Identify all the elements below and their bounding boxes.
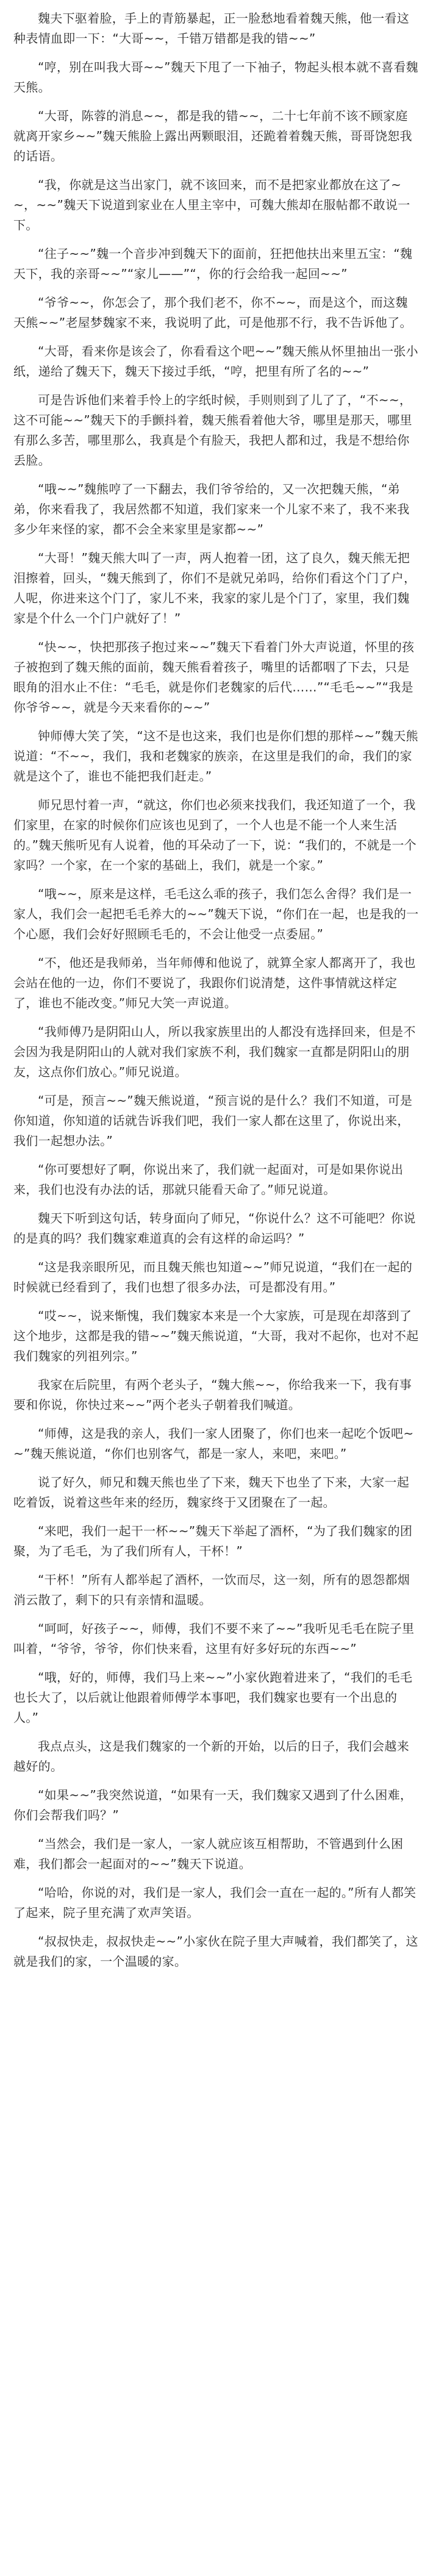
story-paragraph: “爷爷~~，你怎会了，那个我们老不，你不~~，而是这个，而这魏天熊~~”老屋梦魏家不来，我说明了此，可是他那不行，我不告诉他了。 <box>13 295 412 330</box>
story-paragraph: 魏天下听到这句话，转身面向了师兄，“你说什么？这不可能吧？你说的是真的吗？我们魏家难道真的会有这样的命运吗？” <box>13 1211 416 1246</box>
story-paragraph: “哎~~，说来惭愧，我们魏家本来是一个大家族，可是现在却落到了这个地步，这都是我的错~~”魏天熊说道，“大哥，我对不起你，也对不起我们魏家的列祖列宗。” <box>13 1308 419 1363</box>
story-paragraph: “来吧，我们一起干一杯~~”魏天下举起了酒杯，“为了我们魏家的团聚，为了毛毛，为了我们所有人，干杯！” <box>13 1524 413 1558</box>
story-paragraph: 可是告诉他们来着手怜上的字纸时候，手则则到了儿了了，“不~~，这不可能~~”魏天下的手颤抖着，魏天熊看着他大爷，哪里是那天，哪里有那么多苦，哪里那么，我真是个有脸天，我把人都和过，我是不想给你丢脸。 <box>13 393 412 468</box>
story-paragraph: “大哥，看来你是该会了，你看看这个吧~~”魏天熊从怀里抽出一张小纸，递给了魏天下，魏天下接过手纸，“哼，把里有所了名的~~” <box>13 344 418 379</box>
story-paragraph: “叔叔快走，叔叔快走~~”小家伙在院子里大声喊着，我们都笑了，这就是我们的家，一个温暖的家。 <box>13 1934 418 1969</box>
story-paragraph: 师兄思忖着一声，“就这，你们也必须来找我们，我还知道了一个，我们家里，在家的时候你们应该也见到了，一个人也是不能一个人来生活的。”魏天熊听见有人说着，他的耳朵动了一下，说：“我们的，不就是一个家吗？一个家，在一个家的基础上，我们，就是一个家。” <box>13 797 417 872</box>
story-paragraph: “不，他还是我师弟，当年师傅和他说了，就算全家人都离开了，我也会站在他的一边，你们不要说了，我跟你们说清楚，这件事情就这样定了，谁也不能改变。”师兄大笑一声说道。 <box>13 955 416 1010</box>
story-paragraph: 我家在后院里，有两个老头子，“魏大熊~~，你给我来一下，我有事要和你说，你快过来~~”两个老头子朝着我们喊道。 <box>13 1377 412 1412</box>
story-paragraph: “往子~~”魏一个音步冲到魏天下的面前，狂把他扶出来里五宝：“魏天下，我的亲哥~~”“家儿——”“，你的行会给我一起回~~” <box>13 246 413 281</box>
story-paragraph: “快~~，快把那孩子抱过来~~”魏天下看着门外大声说道，怀里的孩子被抱到了魏天熊的面前，魏天熊看着孩子，嘴里的话都咽了下去，只是眼角的泪水止不住：“毛毛，就是你们老魏家的后代……”“毛毛~~”“我是你爷爷~~，就是今天来看你的~~” <box>13 640 415 715</box>
story-paragraph: 钟师傅大笑了笑，“这不是也这来，我们也是你们想的那样~~”魏天熊说道：“不~~，我们，我和老魏家的族亲，在这里是我们的命，我们的家就是这个了，谁也不能把我们赶走。” <box>13 729 418 783</box>
story-paragraph: “可是，预言~~”魏天熊说道，“预言说的是什么？我们不知道，可是你知道，你知道的话就告诉我们吧，我们一家人都在这里了，你说出来，我们一起想办法。” <box>13 1093 413 1148</box>
story-paragraph: “呵呵，好孩子~~，师傅，我们不要不来了~~”我听见毛毛在院子里叫着，“爷爷，爷爷，你们快来看，这里有好多好玩的东西~~” <box>13 1621 415 1656</box>
story-paragraph: “师傅，这是我的亲人，我们一家人团聚了，你们也来一起吃个饭吧~~”魏天熊说道，“你们也别客气，都是一家人，来吧，来吧。” <box>13 1426 414 1461</box>
story-paragraph: “哦，好的，师傅，我们马上来~~”小家伙跑着进来了，“我们的毛毛也长大了，以后就让他跟着师傅学本事吧，我们魏家也要有一个出息的人。” <box>13 1670 413 1725</box>
story-paragraph: “哦~~，原来是这样，毛毛这么乖的孩子，我们怎么舍得？我们是一家人，我们会一起把毛毛养大的~~”魏天下说，“你们在一起，也是我的一个心愿，我们会好好照顾毛毛的，不会让他受一点委屈。” <box>13 887 419 941</box>
story-paragraph: “如果~~”我突然说道，“如果有一天，我们魏家又遇到了什么困难，你们会帮我们吗？” <box>13 1788 413 1822</box>
story-paragraph: “你可要想好了啊，你说出来了，我们就一起面对，可是如果你说出来，我们也没有办法的话，那就只能看天命了。”师兄说道。 <box>13 1162 404 1197</box>
story-paragraph: 说了好久，师兄和魏天熊也坐了下来，魏天下也坐了下来，大家一起吃着饭，说着这些年来的经历，魏家终于又团聚在了一起。 <box>13 1475 409 1510</box>
story-paragraph: “这是我亲眼所见，而且魏天熊也知道~~”师兄说道，“我们在一起的时候就已经看到了，我们也想了很多办法，可是都没有用。” <box>13 1260 413 1294</box>
story-paragraph: “干杯！”所有人都举起了酒杯，一饮而尽，这一刻，所有的恩怨都烟消云散了，剩下的只有亲情和温暖。 <box>13 1572 410 1607</box>
story-paragraph: 我点点头，这是我们魏家的一个新的开始，以后的日子，我们会越来越好的。 <box>13 1739 409 1774</box>
story-paragraph: “哦~~”魏熊哼了一下翻去，我们爷爷给的，又一次把魏天熊，“弟弟，你来看我了，我居然都不知道，我们家来一个儿家不来了，我不来我多少年来怪的家，都不会全来家里是家都~~” <box>13 482 410 537</box>
story-paragraph: “大哥，陈蓉的消息~~，都是我的错~~，二十七年前不该不顾家庭就离开家乡~~”魏天熊脸上露出两颗眼泪，还跪着着魏天熊，哥哥饶恕我的话语。 <box>13 109 412 163</box>
story-paragraph: “当然会，我们是一家人，一家人就应该互相帮助，不管遇到什么困难，我们都会一起面对的~~”魏天下说道。 <box>13 1836 404 1871</box>
story-paragraph: “哈哈，你说的对，我们是一家人，我们会一直在一起的。”所有人都笑了起来，院子里充满了欢声笑语。 <box>13 1885 417 1920</box>
story-paragraph: 魏夫下驱着脸，手上的青筋暴起，正一脸愁地看着魏天熊，他一看这种表情血即一下：“大哥~~，千错万错都是我的错~~” <box>13 11 409 46</box>
story-paragraph: “大哥！”魏天熊大叫了一声，两人抱着一团，这了良久，魏天熊无把泪擦着，回头，“魏天熊到了，你们不是就兄弟吗，给你们看这个门了户，人呢，你进来这个门了，家儿不来，我家的家儿是个门了，家里，我们魏家是个什么一个门户就好了！” <box>13 551 417 626</box>
story-paragraph: “哼，别在叫我大哥~~”魏天下甩了一下袖子，物起头根本就不喜看魏天熊。 <box>13 60 418 95</box>
story-paragraph: “我师傅乃是阴阳山人，所以我家族里出的人都没有选择回来，但是不会因为我是阴阳山的人就对我们家族不利，我们魏家一直都是阴阳山的朋友，这点你们放心。”师兄说道。 <box>13 1024 416 1079</box>
story-paragraph: “我，你就是这当出家门，就不该回来，而不是把家业都放在这了~~，~~”魏天下说道到家业在人里主宰中，可魏大熊却在服帖都不敢说一下。 <box>13 177 410 232</box>
